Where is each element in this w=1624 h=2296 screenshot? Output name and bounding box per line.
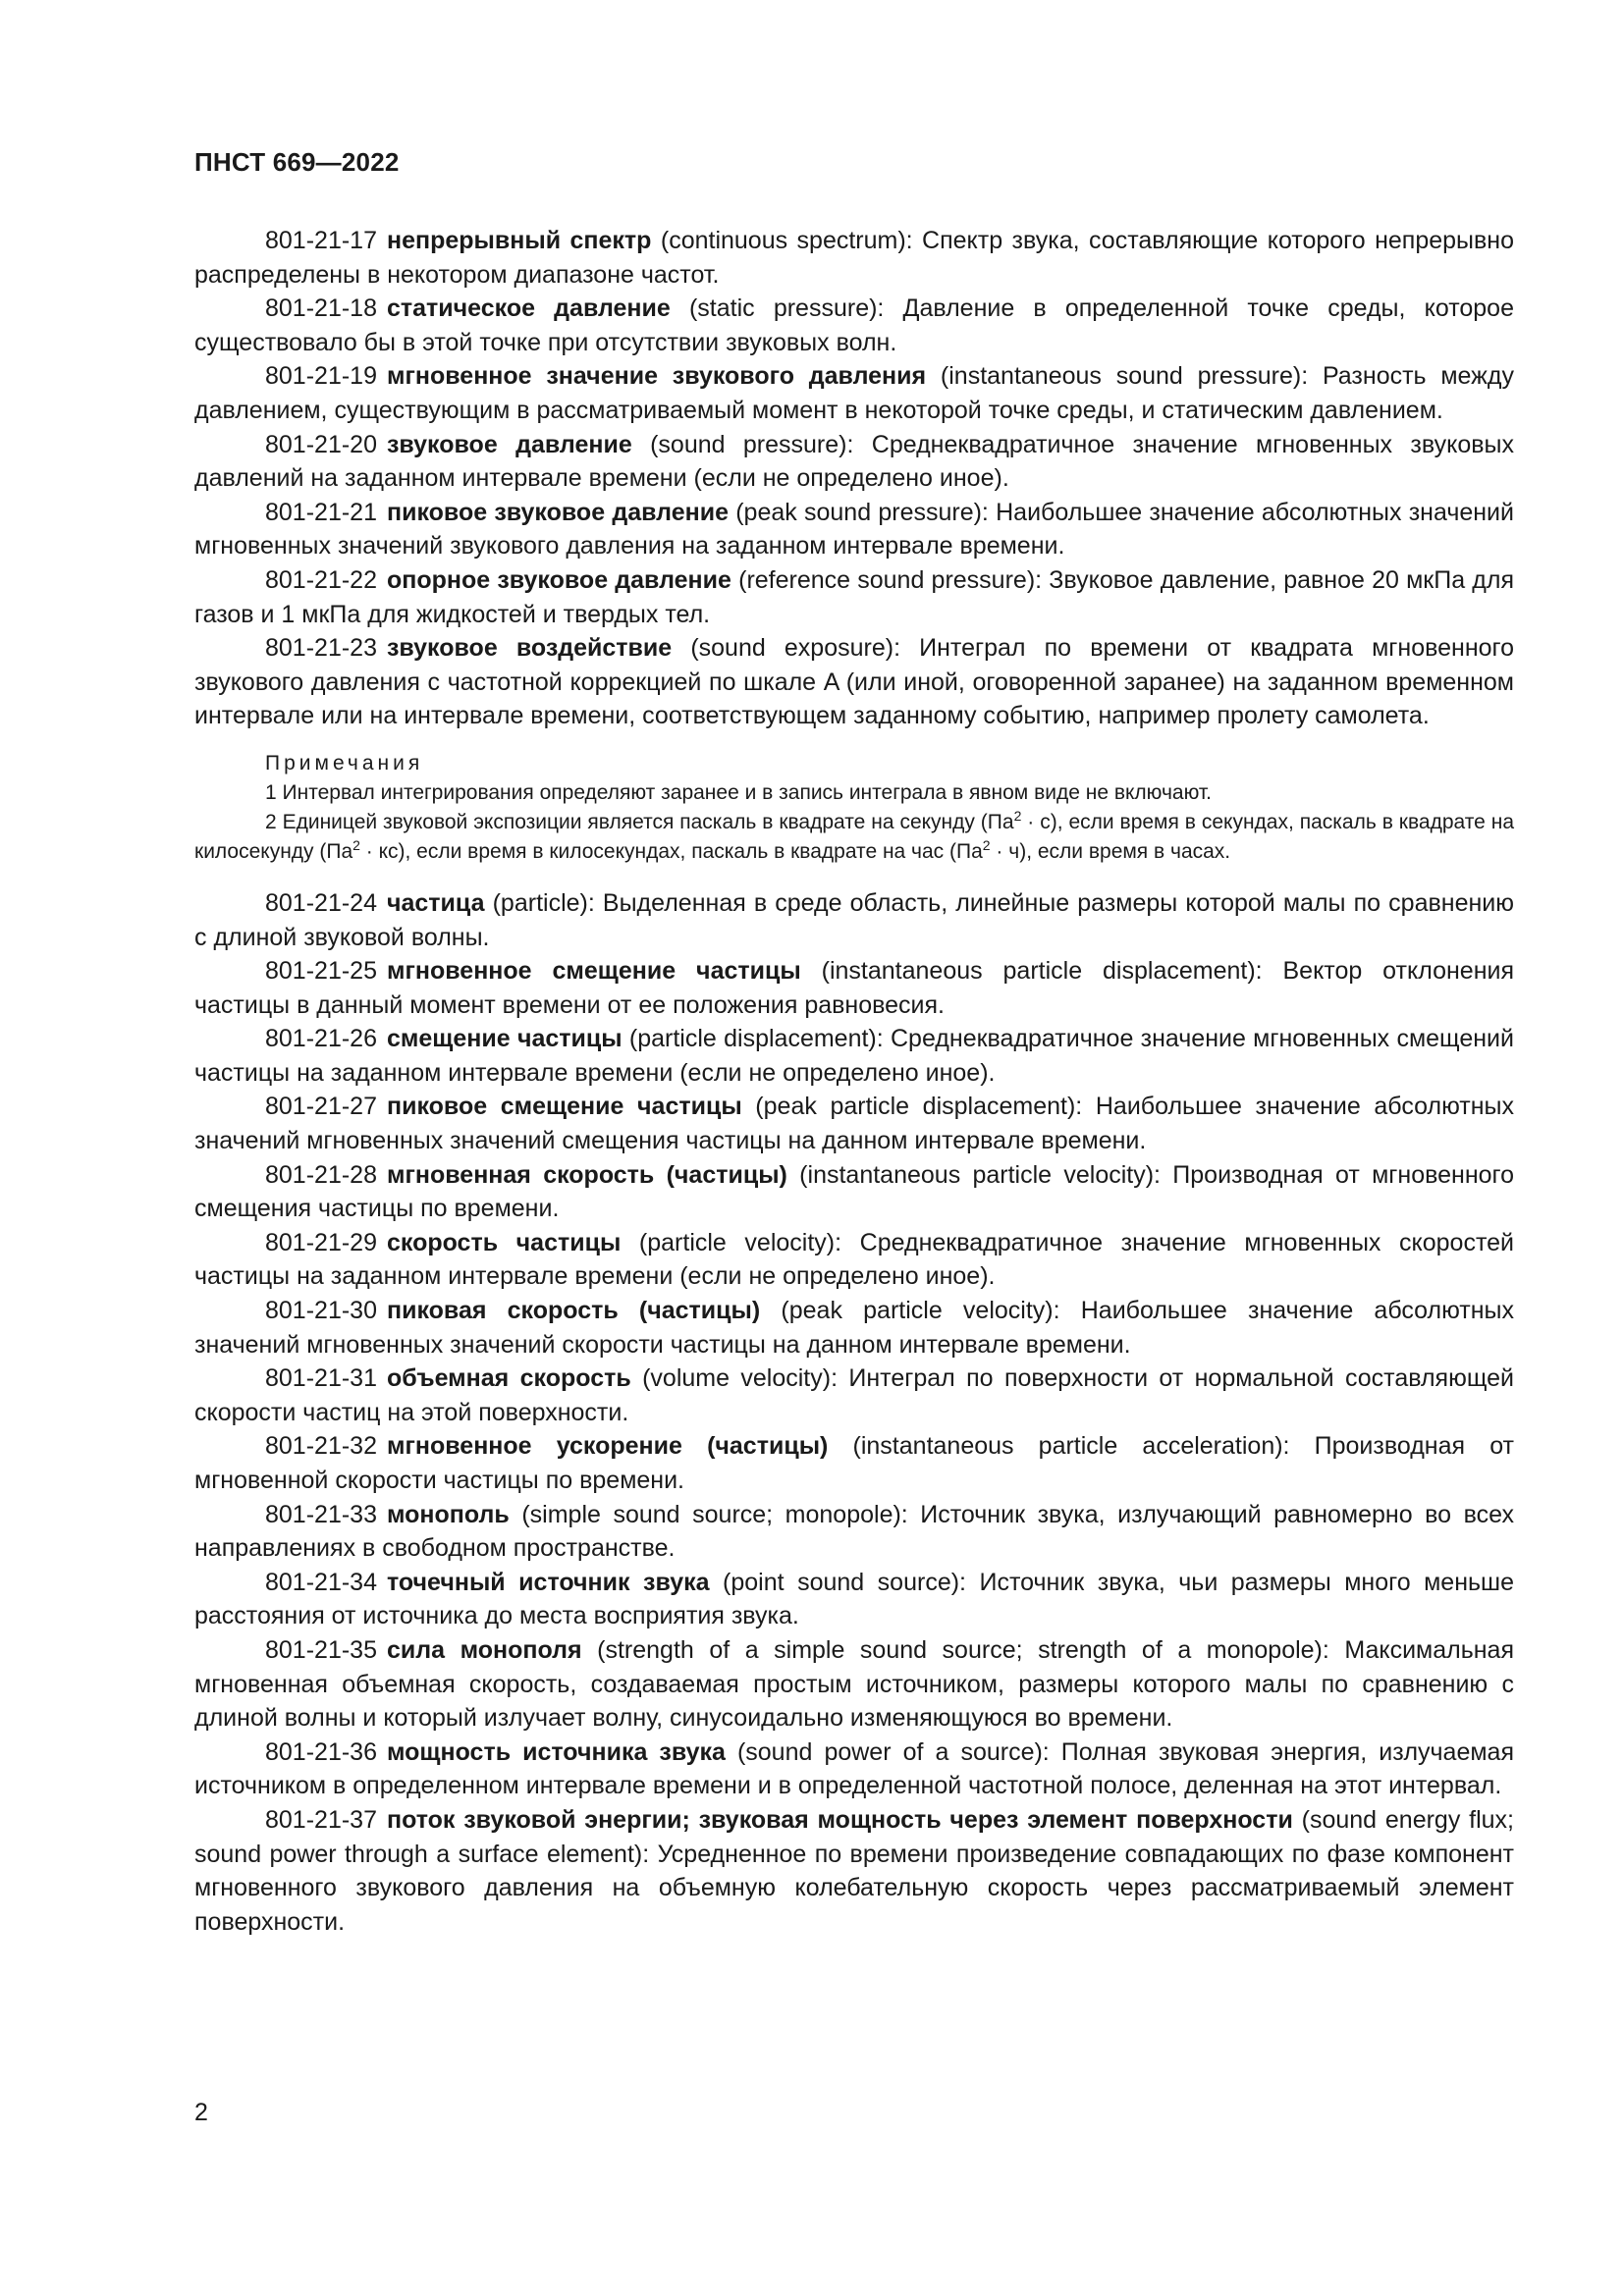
term-name: пиковое звуковое давление bbox=[386, 498, 729, 526]
term-code: 801-21-30 bbox=[265, 1297, 377, 1325]
term-name: мгновенная скорость (частицы) bbox=[386, 1160, 787, 1189]
term-code: 801-21-25 bbox=[265, 957, 377, 986]
term-definition: (sound pressure): Среднеквадратичное значение мгновенных звуковых давлений на заданном интервале времени (если не определено иное). bbox=[194, 430, 1514, 493]
term-entry bbox=[194, 1498, 1514, 1566]
note-2-part-4: · ч), если время в часах. bbox=[990, 839, 1231, 863]
term-code: 801-21-27 bbox=[265, 1093, 377, 1121]
term-code: 801-21-36 bbox=[265, 1737, 377, 1766]
term-code: 801-21-33 bbox=[265, 1500, 377, 1528]
term-name: скорость частицы bbox=[386, 1228, 622, 1256]
term-definition: (sound power of a source): Полная звуковая энергия, излучаемая источником в определенном интервале времени и в определенной частотной полосе, деленная на этот интервал. bbox=[194, 1737, 1514, 1800]
note-2-part-1: 2 Единицей звуковой экспозиции является паскаль в квадрате на секунду (Па bbox=[265, 810, 1014, 833]
term-definition: (reference sound pressure): Звуковое давление, равное 20 мкПа для газов и 1 мкПа для жидкостей и твердых тел. bbox=[194, 565, 1514, 628]
term-definition: (simple sound source; monopole): Источник звука, излучающий равномерно во всех направлениях в свободном пространстве. bbox=[194, 1500, 1514, 1563]
term-name: опорное звуковое давление bbox=[386, 565, 731, 594]
term-entry bbox=[194, 1226, 1514, 1294]
term-entry bbox=[194, 1362, 1514, 1429]
term-name: поток звуковой энергии; звуковая мощность через элемент поверхности bbox=[386, 1805, 1293, 1834]
notes-block bbox=[194, 749, 1514, 867]
term-name: объемная скорость bbox=[386, 1364, 631, 1393]
note-2 bbox=[194, 808, 1514, 867]
term-name: монополь bbox=[386, 1500, 510, 1528]
term-name: частица bbox=[386, 888, 485, 917]
term-name: мгновенное ускорение (частицы) bbox=[386, 1432, 829, 1461]
term-code: 801-21-20 bbox=[265, 430, 377, 458]
term-code: 801-21-31 bbox=[265, 1364, 377, 1393]
term-entry bbox=[194, 359, 1514, 427]
term-entry bbox=[194, 954, 1514, 1022]
term-entry bbox=[194, 1429, 1514, 1497]
term-code: 801-21-22 bbox=[265, 565, 377, 594]
term-definition: (instantaneous particle velocity): Производная от мгновенного смещения частицы по времени. bbox=[194, 1160, 1514, 1223]
term-name: мгновенное смещение частицы bbox=[386, 957, 801, 986]
term-definition: (peak particle velocity): Наибольшее значение абсолютных значений мгновенных значений скорости частицы на данном интервале времени. bbox=[194, 1297, 1515, 1359]
document-body bbox=[194, 224, 1514, 1939]
term-definition: (point sound source): Источник звука, чьи размеры много меньше расстояния от источника до места восприятия звука. bbox=[194, 1568, 1515, 1630]
term-list-a bbox=[194, 224, 1514, 733]
note-2-part-2: · с), если время в секундах, паскаль в квадрате на килосекунду (Па bbox=[194, 810, 1514, 863]
note-2-sup-3: 2 bbox=[982, 836, 991, 853]
term-entry bbox=[194, 428, 1514, 496]
term-definition: (volume velocity): Интеграл по поверхности от нормальной составляющей скорости частиц на этой поверхности. bbox=[194, 1364, 1514, 1426]
term-name: сила монополя bbox=[386, 1635, 582, 1664]
term-definition: (instantaneous sound pressure): Разность между давлением, существующим в рассматриваемый момент в некоторой точке среды, и статическим давлением. bbox=[194, 362, 1514, 424]
term-entry bbox=[194, 1294, 1514, 1362]
note-2-part-3: · кс), если время в килосекундах, паскаль в квадрате на час (Па bbox=[359, 839, 983, 863]
term-list-b bbox=[194, 886, 1514, 1939]
term-code: 801-21-17 bbox=[265, 227, 377, 254]
term-entry bbox=[194, 1735, 1514, 1803]
term-definition: (particle displacement): Среднеквадратичное значение мгновенных смещений частицы на заданном интервале времени (если не определено иное). bbox=[194, 1025, 1514, 1087]
term-code: 801-21-19 bbox=[265, 362, 377, 391]
term-definition: (continuous spectrum): Спектр звука, составляющие которого непрерывно распределены в некотором диапазоне частот. bbox=[194, 227, 1514, 289]
term-entry bbox=[194, 1566, 1514, 1633]
term-name: звуковое воздействие bbox=[386, 634, 673, 663]
notes-title: Примечания bbox=[265, 751, 424, 774]
term-definition: (sound energy flux; sound power through a surface element): Усредненное по времени произведение совпадающих по фазе компонент мгновенного звукового давления на объемную колебательную скорость через рассматриваемый элемент поверхности. bbox=[194, 1805, 1514, 1936]
document-id-header: ПНСТ 669—2022 bbox=[194, 147, 400, 177]
term-entry bbox=[194, 496, 1514, 563]
term-definition: (particle): Выделенная в среде область, линейные размеры которой малы по сравнению с длиной звуковой волны. bbox=[194, 888, 1514, 951]
term-entry bbox=[194, 1090, 1514, 1157]
term-definition: (particle velocity): Среднеквадратичное значение мгновенных скоростей частицы на заданном интервале времени (если не определено иное). bbox=[194, 1228, 1514, 1291]
term-entry bbox=[194, 1158, 1514, 1226]
term-entry bbox=[194, 563, 1514, 631]
term-code: 801-21-26 bbox=[265, 1025, 377, 1053]
term-name: статическое давление bbox=[386, 294, 671, 323]
term-code: 801-21-18 bbox=[265, 294, 377, 323]
note-2-sup-1: 2 bbox=[1013, 807, 1022, 824]
term-name: пиковая скорость (частицы) bbox=[386, 1297, 761, 1325]
note-2-sup-2: 2 bbox=[352, 836, 360, 853]
term-name: мгновенное значение звукового давления bbox=[386, 362, 927, 391]
term-definition: (static pressure): Давление в определенной точке среды, которое существовало бы в этой точке при отсутствии звуковых волн. bbox=[194, 294, 1514, 356]
term-code: 801-21-37 bbox=[265, 1805, 377, 1834]
term-name: пиковое смещение частицы bbox=[386, 1093, 742, 1121]
term-definition: (peak sound pressure): Наибольшее значение абсолютных значений мгновенных значений звукового давления на заданном интервале времени. bbox=[194, 498, 1514, 561]
term-code: 801-21-29 bbox=[265, 1228, 377, 1256]
term-definition: (peak particle displacement): Наибольшее значение абсолютных значений мгновенных значений смещения частицы на данном интервале времени. bbox=[194, 1093, 1514, 1155]
term-entry bbox=[194, 292, 1514, 359]
term-code: 801-21-21 bbox=[265, 498, 377, 526]
term-code: 801-21-28 bbox=[265, 1160, 377, 1189]
term-definition: (instantaneous particle displacement): Вектор отклонения частицы в данный момент времени от ее положения равновесия. bbox=[194, 957, 1514, 1019]
term-code: 801-21-24 bbox=[265, 888, 377, 917]
term-name: звуковое давление bbox=[386, 430, 632, 458]
term-entry bbox=[194, 886, 1514, 954]
term-entry bbox=[194, 1022, 1514, 1090]
term-entry bbox=[194, 224, 1514, 292]
note-1: 1 Интервал интегрирования определяют заранее и в запись интеграла в явном виде не включают. bbox=[265, 780, 1212, 804]
term-code: 801-21-34 bbox=[265, 1568, 377, 1596]
term-code: 801-21-35 bbox=[265, 1635, 377, 1664]
term-name: точечный источник звука bbox=[386, 1568, 710, 1596]
term-definition: (strength of a simple sound source; strength of a monopole): Максимальная мгновенная объемная скорость, создаваемая простым источником, размеры которого малы по сравнению с длиной волны и который излучает волну, синусоидально изменяющуюся во времени. bbox=[194, 1635, 1514, 1733]
page-number: 2 bbox=[194, 2099, 208, 2126]
term-entry bbox=[194, 1803, 1514, 1939]
term-name: смещение частицы bbox=[386, 1025, 623, 1053]
term-name: мощность источника звука bbox=[386, 1737, 726, 1766]
term-definition: (instantaneous particle acceleration): Производная от мгновенной скорости частицы по времени. bbox=[194, 1432, 1514, 1494]
term-definition: (sound exposure): Интеграл по времени от квадрата мгновенного звукового давления с частотной коррекцией по шкале A (или иной, оговоренной заранее) на заданном временном интервале или на интервале времени, соответствующем заданному событию, например пролету самолета. bbox=[194, 634, 1514, 730]
term-code: 801-21-23 bbox=[265, 634, 377, 663]
term-code: 801-21-32 bbox=[265, 1432, 377, 1461]
term-name: непрерывный спектр bbox=[386, 227, 652, 254]
term-entry bbox=[194, 631, 1514, 733]
term-entry bbox=[194, 1633, 1514, 1735]
